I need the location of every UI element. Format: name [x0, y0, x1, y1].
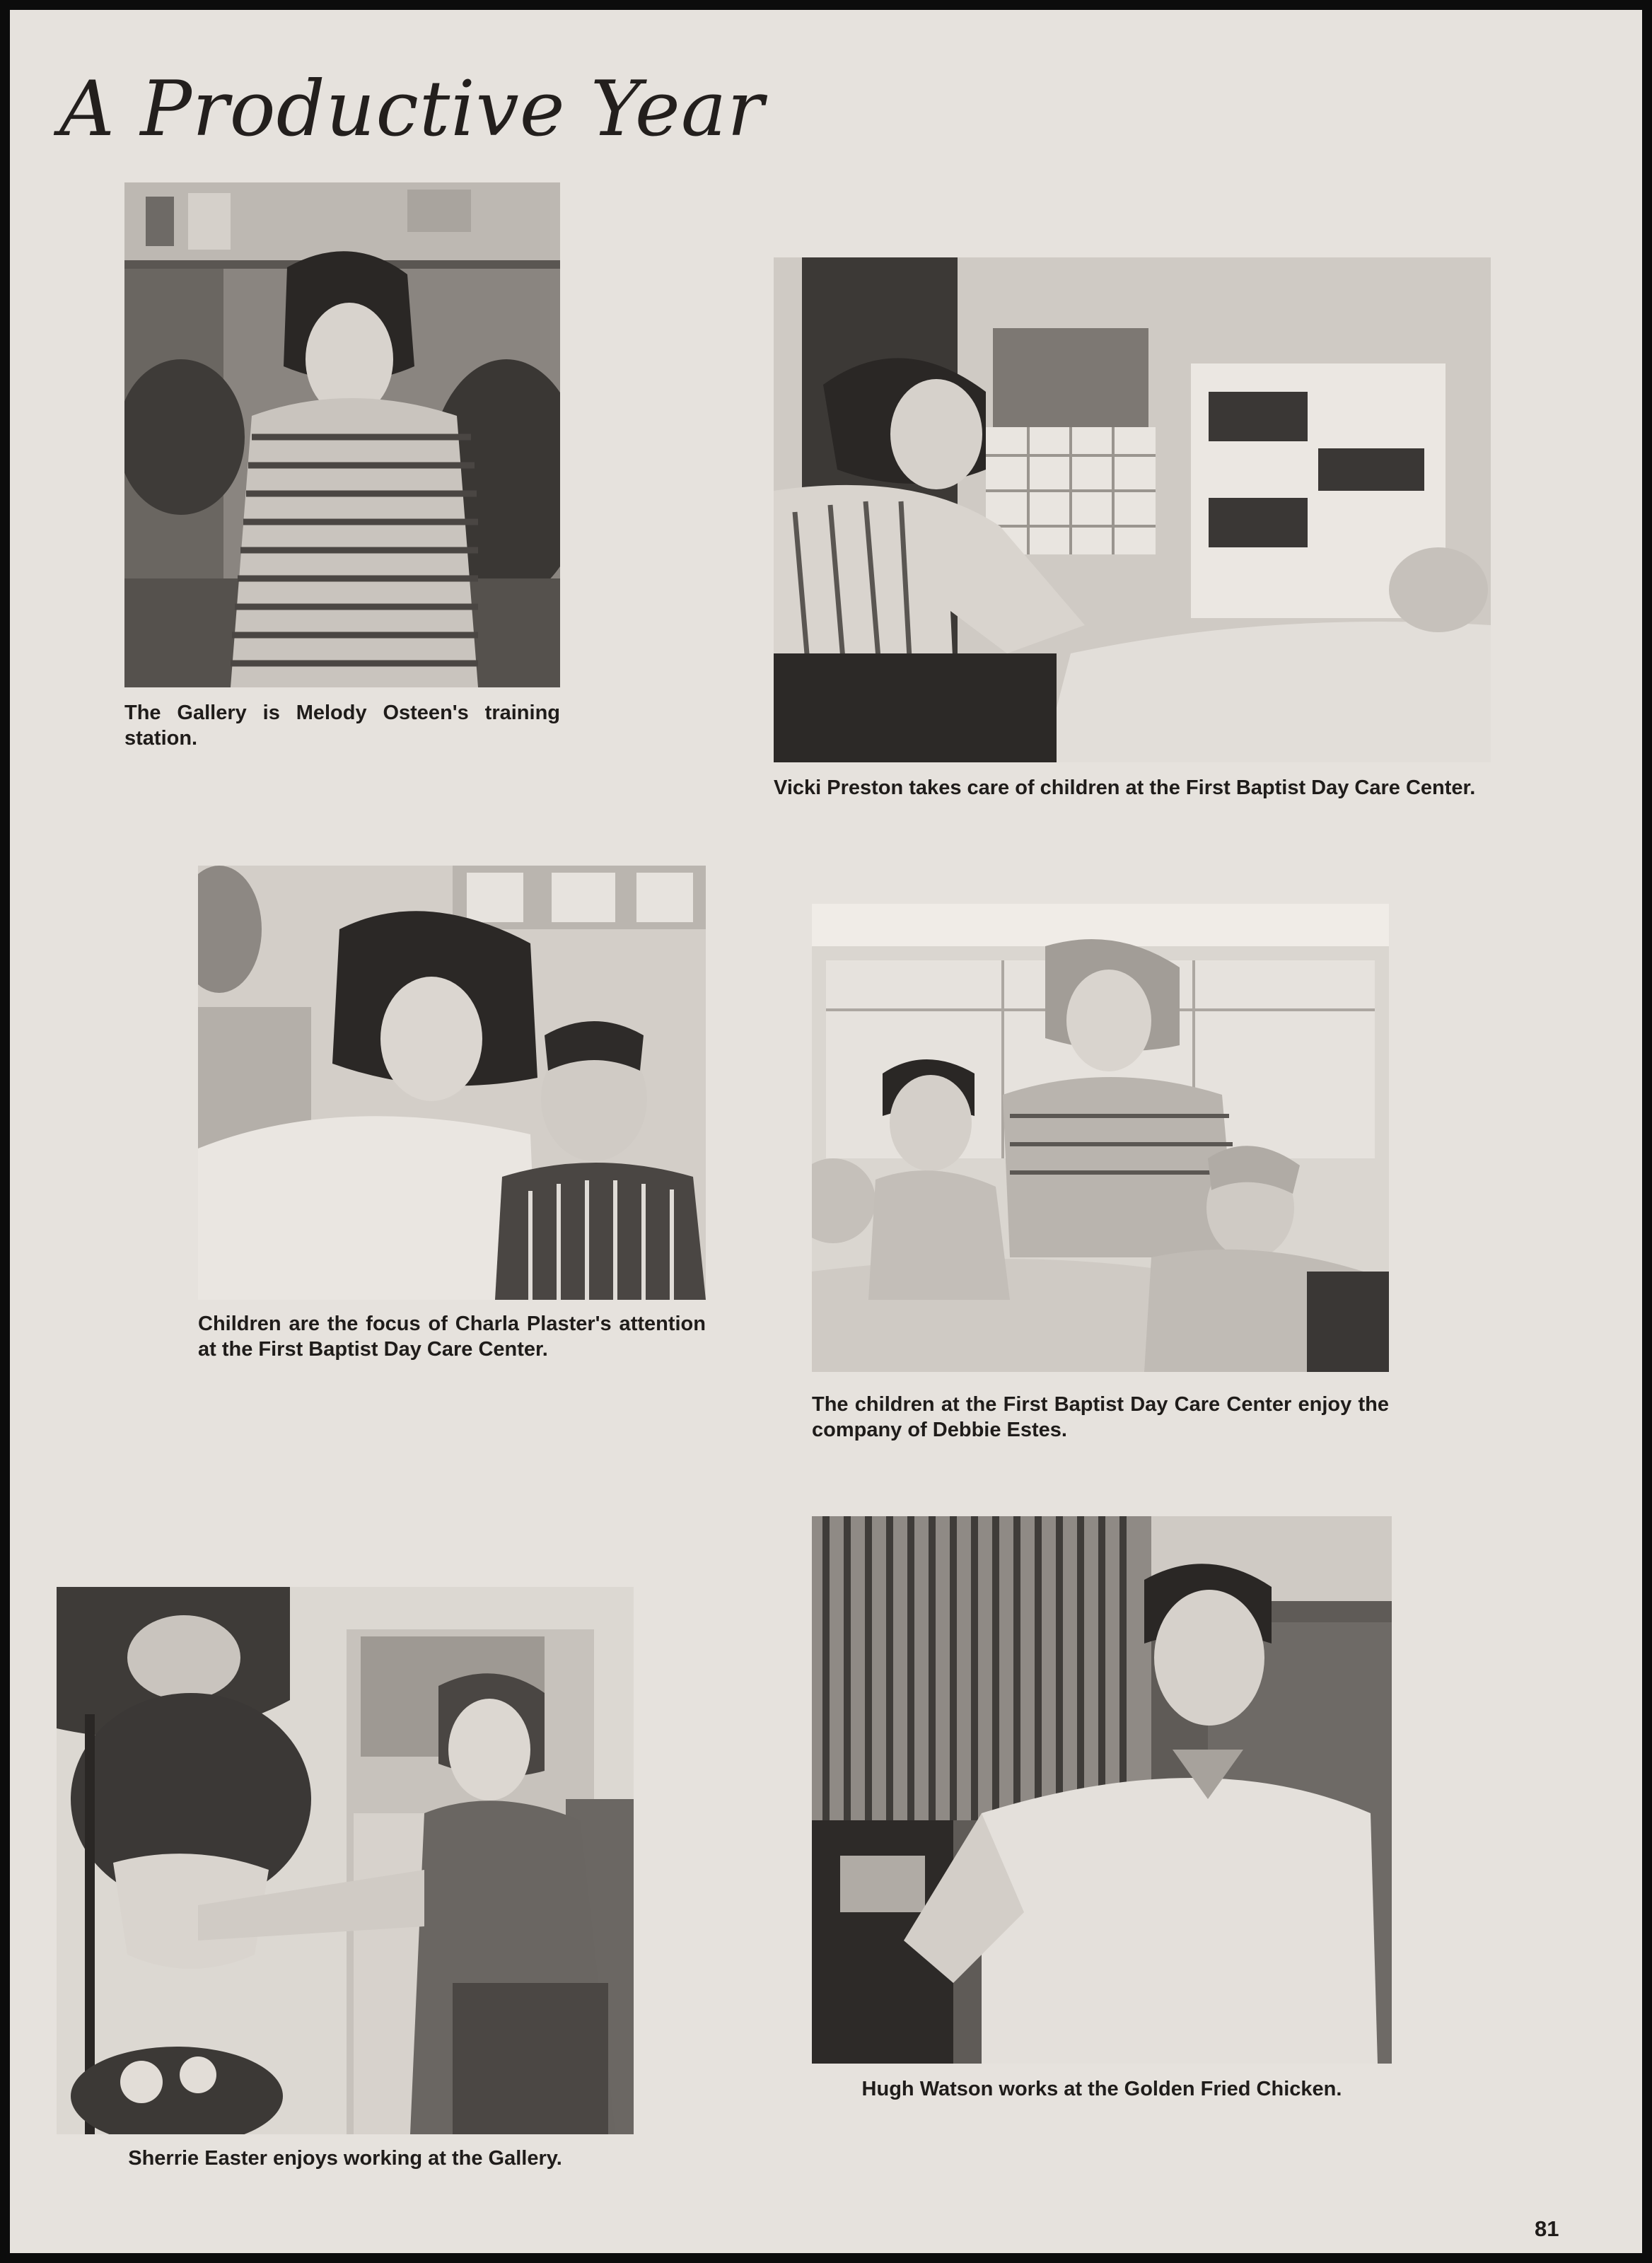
photo-gallery-melody: [124, 182, 560, 687]
yearbook-page: [10, 10, 1642, 2253]
caption-daycare-debbie: The children at the First Baptist Day Care Center enjoy the company of Debbie Estes.: [812, 1393, 1389, 1441]
page-title: A Productive Year: [59, 65, 764, 153]
photo-gallery-sherrie: [57, 1587, 634, 2134]
photo-daycare-charla: [198, 866, 706, 1300]
caption-gallery-sherrie: Sherrie Easter enjoys working at the Gallery.: [128, 2147, 562, 2170]
photo-chicken-hugh: [812, 1516, 1392, 2064]
photo-daycare-debbie: [812, 904, 1389, 1372]
caption-daycare-charla: Children are the focus of Charla Plaster's attention at the First Baptist Day Care Center.: [198, 1313, 706, 1361]
caption-chicken-hugh: Hugh Watson works at the Golden Fried Chicken.: [861, 2078, 1342, 2100]
caption-gallery-melody: The Gallery is Melody Osteen's training station.: [124, 702, 560, 750]
page-number: 81: [1535, 2216, 1559, 2241]
photo-daycare-vicki: [774, 257, 1491, 762]
caption-daycare-vicki: Vicki Preston takes care of children at the First Baptist Day Care Center.: [774, 776, 1476, 799]
